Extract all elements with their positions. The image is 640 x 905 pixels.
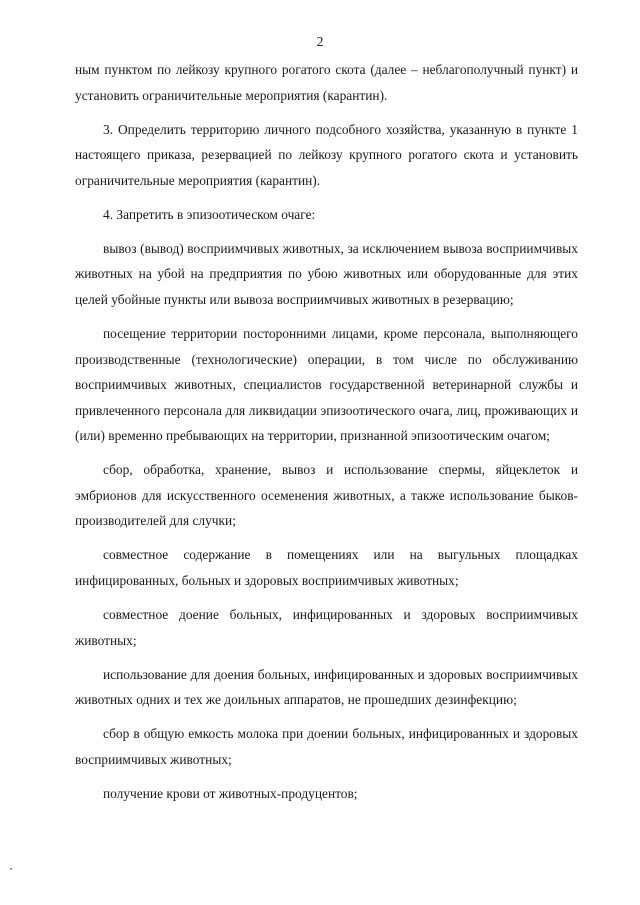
page-number: 2 [316, 34, 324, 49]
paragraph-item-3: 3. Определить территорию личного подсобного хозяйства, указанную в пункте 1 настоящего приказа, резервацией по лейкозу крупного рогатого скота и установить ограничительные мероприятия (карантин). [75, 121, 578, 188]
prohibition-visits-by-outsiders: посещение территории посторонними лицами, кроме персонала, выполняющего производственные (технологические) операции, в том числе по обслуживанию восприимчивых животных, специалистов государственной ветеринарной службы и привлеченного персонала для ликвидации эпизоотического очага, лиц, проживающих и (или) временно пребывающих на территории, признанной эпизоотическим очагом; [75, 325, 578, 444]
prohibition-joint-milking: совместное доение больных, инфицированных и здоровых восприимчивых животных; [75, 607, 578, 648]
prohibition-semen-and-embryos: сбор, обработка, хранение, вывоз и использование спермы, яйцеклеток и эмбрионов для искусственного осеменения животных, а также использование быков-производителей для случки; [75, 462, 578, 529]
prohibition-common-milk-container: сбор в общую емкость молока при доении больных, инфицированных и здоровых восприимчивых животных; [75, 726, 578, 767]
document-body [75, 57, 578, 815]
prohibition-joint-housing: совместное содержание в помещениях или на выгульных площадках инфицированных, больных и здоровых восприимчивых животных; [75, 547, 578, 589]
scan-dot [10, 868, 12, 870]
prohibition-blood-collection: получение крови от животных-продуцентов; [103, 785, 358, 801]
prohibition-removal-of-animals: вывоз (вывод) восприимчивых животных, за исключением вывоза восприимчивых животных на убой на предприятия по убою животных или оборудованные для этих целей убойные пункты или вывоза восприимчивых животных в резервацию; [75, 240, 578, 307]
paragraph-item-4: 4. Запретить в эпизоотическом очаге: [103, 206, 316, 222]
prohibition-shared-milking-machines: использование для доения больных, инфицированных и здоровых восприимчивых животных одних и тех же доильных аппаратов, не прошедших дезинфекцию; [75, 666, 578, 708]
paragraph-continuation: ным пунктом по лейкозу крупного рогатого скота (далее – неблагополучный пункт) и установить ограничительные мероприятия (карантин). [75, 62, 578, 103]
